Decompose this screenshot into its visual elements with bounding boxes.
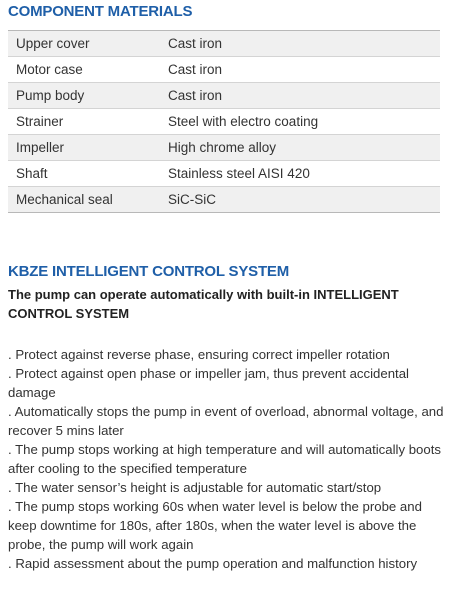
- control-system-heading: KBZE INTELLIGENT CONTROL SYSTEM: [8, 263, 290, 280]
- list-item: . Rapid assessment about the pump operation and malfunction history: [8, 556, 418, 571]
- material-cell: SiC-SiC: [168, 192, 217, 207]
- part-cell: Strainer: [16, 114, 64, 129]
- component-materials-heading: COMPONENT MATERIALS: [8, 3, 193, 20]
- table-row: [8, 135, 440, 161]
- material-cell: Cast iron: [168, 36, 223, 51]
- list-item: . The pump stops working 60s when water level is below the probe and keep downtime for 180s, after 180s, when the water level is above the probe, the pump will work again: [8, 499, 422, 552]
- list-item: . Automatically stops the pump in event of overload, abnormal voltage, and recover 5 mins later: [8, 404, 444, 438]
- table-row: [8, 187, 440, 213]
- control-system-subtitle: The pump can operate automatically with built-in INTELLIGENT CONTROL SYSTEM: [8, 287, 399, 321]
- material-cell: Cast iron: [168, 62, 223, 77]
- part-cell: Mechanical seal: [16, 192, 113, 207]
- list-item: . Protect against open phase or impeller jam, thus prevent accidental damage: [8, 366, 409, 400]
- material-cell: Stainless steel AISI 420: [168, 166, 310, 181]
- materials-table: [8, 30, 440, 213]
- material-cell: High chrome alloy: [168, 140, 277, 155]
- table-row: [8, 109, 440, 135]
- part-cell: Motor case: [16, 62, 83, 77]
- feature-list: [8, 345, 448, 573]
- table-row: [8, 83, 440, 109]
- table-row: [8, 57, 440, 83]
- table-row: [8, 31, 440, 57]
- list-item: . Protect against reverse phase, ensuring correct impeller rotation: [8, 347, 390, 362]
- part-cell: Shaft: [16, 166, 48, 181]
- part-cell: Upper cover: [16, 36, 90, 51]
- material-cell: Steel with electro coating: [168, 114, 319, 129]
- table-row: [8, 161, 440, 187]
- part-cell: Pump body: [16, 88, 85, 103]
- list-item: . The pump stops working at high temperature and will automatically boots after cooling to the specified temperature: [8, 442, 441, 476]
- part-cell: Impeller: [16, 140, 65, 155]
- material-cell: Cast iron: [168, 88, 223, 103]
- list-item: . The water sensor’s height is adjustable for automatic start/stop: [8, 480, 382, 495]
